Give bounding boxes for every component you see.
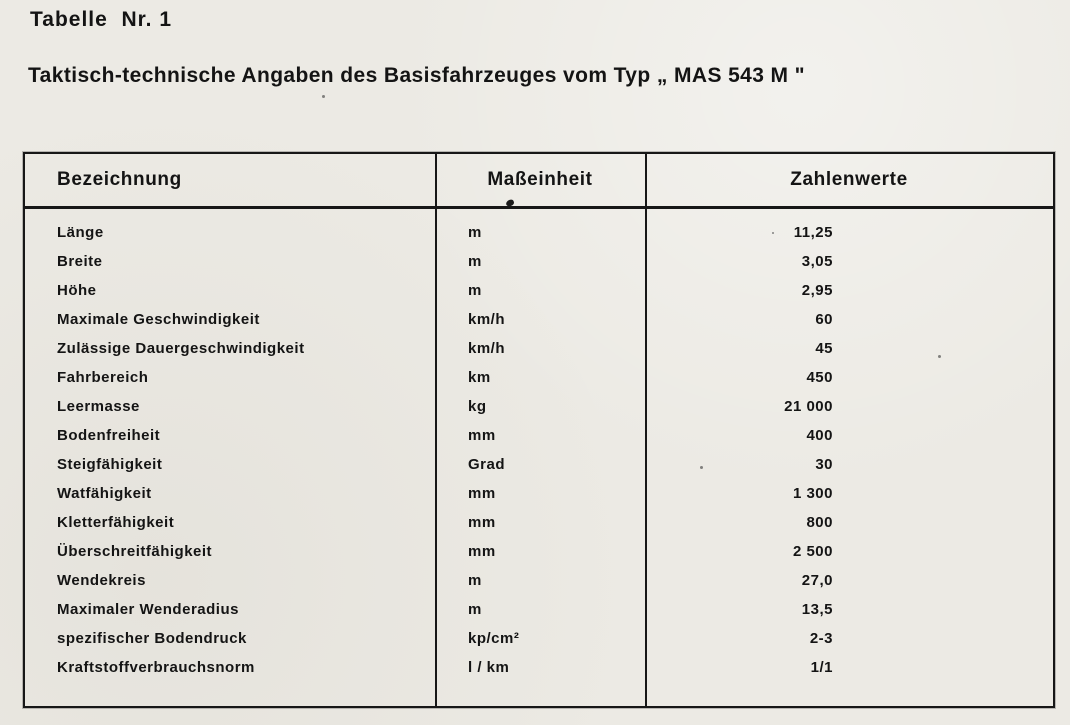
row-label: Überschreitfähigkeit [57,543,213,560]
row-unit: kg [468,398,487,415]
row-label: spezifischer Bodendruck [57,630,247,647]
header-zahlenwerte: Zahlenwerte [790,169,908,190]
header-bezeichnung: Bezeichnung [57,169,182,190]
table-row [25,537,1053,566]
row-value: 21 000 [784,398,833,415]
row-unit: m [468,572,482,589]
row-label: Watfähigkeit [57,485,152,502]
header-masseinheit: Maßeinheit [487,169,593,190]
table-row [25,624,1053,653]
scan-speck [938,355,941,358]
row-value: 45 [815,340,833,357]
row-value: 1 300 [792,485,833,502]
row-unit: mm [468,514,496,531]
table-row [25,247,1053,276]
table-number-label: Tabelle Nr. 1 [30,8,172,31]
row-label: Leermasse [57,398,140,415]
row-value: 450 [806,369,833,386]
table-row [25,218,1053,247]
row-label: Fahrbereich [57,369,149,386]
scan-speck [700,466,703,469]
table-body [25,209,1053,706]
row-unit: m [468,601,482,618]
table-header-row [25,154,1053,206]
row-label: Breite [57,253,103,270]
scan-speck [322,95,325,98]
row-value: 1/1 [810,659,833,676]
table-row [25,566,1053,595]
row-unit: kp/cm² [468,630,520,647]
table-row [25,653,1053,682]
table-row [25,305,1053,334]
table-row [25,450,1053,479]
row-unit: m [468,224,482,241]
row-unit: km/h [468,340,506,357]
table-row [25,363,1053,392]
table-row [25,392,1053,421]
row-unit: Grad [468,456,506,473]
scan-speck [772,232,774,234]
row-label: Zulässige Dauergeschwindigkeit [57,340,305,357]
row-label: Höhe [57,282,97,299]
row-label: Bodenfreiheit [57,427,161,444]
row-unit: mm [468,485,496,502]
row-unit: km/h [468,311,506,328]
row-label: Maximale Geschwindigkeit [57,311,260,328]
row-value: 27,0 [801,572,833,589]
row-value: 11,25 [793,224,833,241]
row-unit: km [468,369,491,386]
row-unit: l / km [468,659,510,676]
row-value: 800 [806,514,833,531]
row-unit: m [468,253,482,270]
row-value: 2-3 [809,630,833,647]
row-unit: m [468,282,482,299]
table-row [25,479,1053,508]
row-value: 30 [815,456,833,473]
row-value: 13,5 [801,601,833,618]
table-row [25,334,1053,363]
row-label: Kraftstoffverbrauchsnorm [57,659,255,676]
document-title: Taktisch-technische Angaben des Basisfahrzeuges vom Typ „ MAS 543 M " [28,64,806,87]
row-value: 60 [815,311,833,328]
row-value: 2 500 [792,543,833,560]
table-row [25,508,1053,537]
row-unit: mm [468,543,496,560]
row-value: 2,95 [801,282,833,299]
table-row [25,276,1053,305]
table-row [25,595,1053,624]
row-label: Maximaler Wenderadius [57,601,239,618]
row-label: Länge [57,224,104,241]
row-value: 3,05 [801,253,833,270]
row-label: Steigfähigkeit [57,456,163,473]
spec-table [23,152,1055,708]
row-label: Wendekreis [57,572,146,589]
row-unit: mm [468,427,496,444]
table-row [25,421,1053,450]
row-value: 400 [806,427,833,444]
row-label: Kletterfähigkeit [57,514,175,531]
